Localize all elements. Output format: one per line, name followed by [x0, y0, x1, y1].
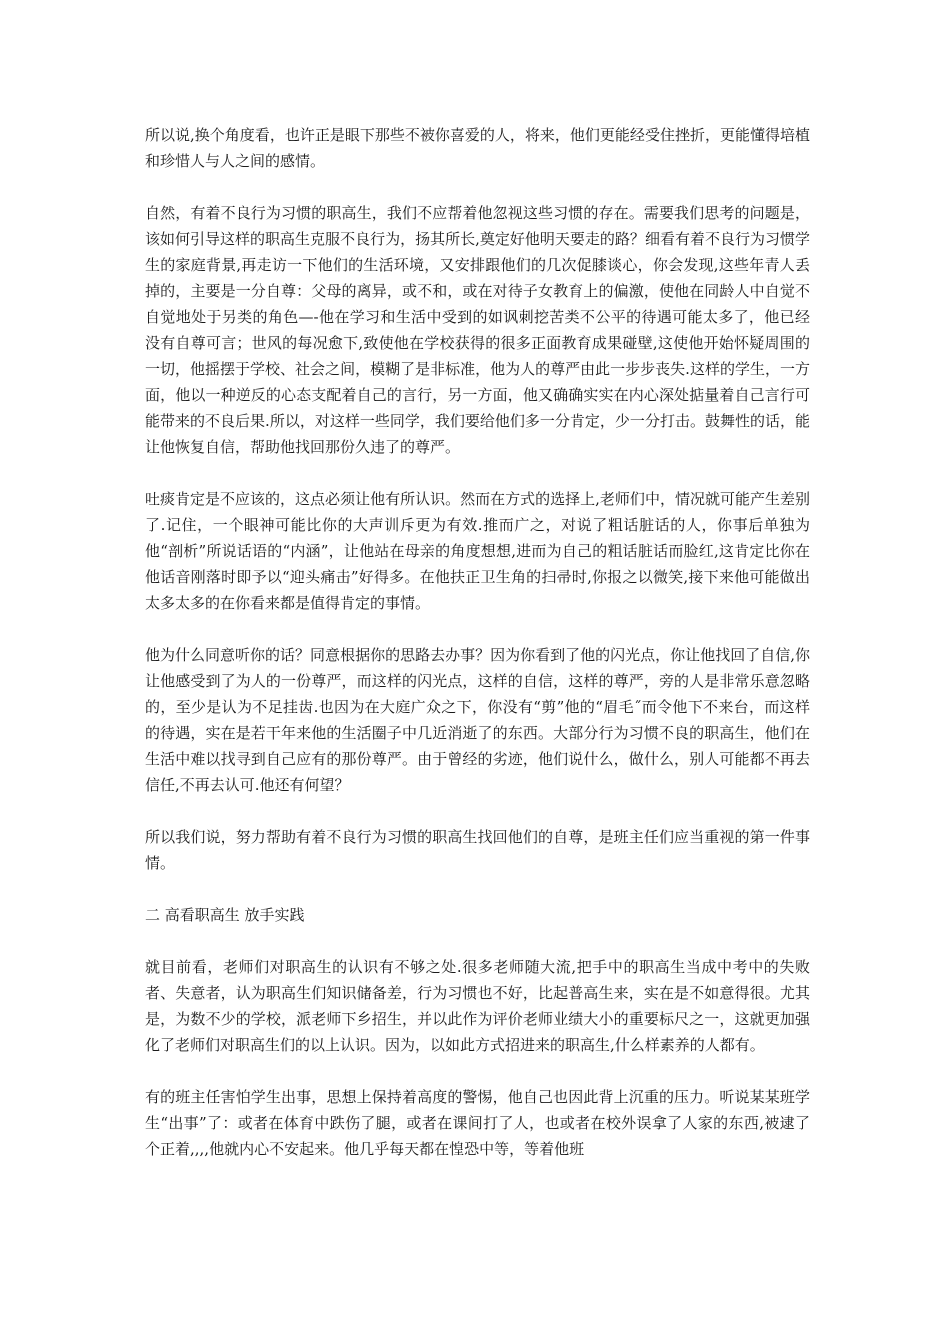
paragraph-2: 自然，有着不良行为习惯的职高生，我们不应帮着他忽视这些习惯的存在。需要我们思考的问题是，该如何引导这样的职高生克服不良行为，扬其所长,奠定好他明天要走的路？细看有着不良行为习惯学生的家庭背景,再走访一下他们的生活环境，又安排跟他们的几次促膝谈心，你会发现,这些年青人丢掉的，主要是一分自尊：父母的离异，或不和，或在对待子女教育上的偏激，使他在同龄人中自觉不自觉地处于另类的角色—-他在学习和生活中受到的如讽刺挖苦类不公平的待遇可能太多了，他已经没有自尊可言；世风的每况愈下,致使他在学校获得的很多正面教育成果碰壁,这使他开始怀疑周围的一切，他摇摆于学校、社会之间，模糊了是非标准，他为人的尊严由此一步步丧失.这样的学生，一方面，他以一种逆反的心态支配着自己的言行，另一方面，他又确确实实在内心深处掂量着自己言行可能带来的不良后果.所以，对这样一些同学，我们要给他们多一分肯定，少一分打击。鼓舞性的话，能让他恢复自信，帮助他找回那份久违了的尊严。: [145, 204, 810, 456]
document-body: [145, 122, 810, 1188]
section-heading: 二 高看职高生 放手实践: [145, 906, 305, 924]
paragraph-4: 他为什么同意听你的话？同意根据你的思路去办事？因为你看到了他的闪光点，你让他找回了自信,你让他感受到了为人的一份尊严，而这样的闪光点，这样的自信，这样的尊严，旁的人是非常乐意忽略的，至少是认为不足挂齿.也因为在大庭广众之下，你没有“剪”他的“眉毛˝而令他下不来台，而这样的待遇，实在是若干年来他的生活圈子中几近消逝了的东西。大部分行为习惯不良的职高生，他们在生活中难以找寻到自己应有的那份尊严。由于曾经的劣迹，他们说什么，做什么，别人可能都不再去信任,不再去认可.他还有何望？: [145, 646, 810, 794]
paragraph-5: 所以我们说，努力帮助有着不良行为习惯的职高生找回他们的自尊，是班主任们应当重视的第一件事情。: [145, 828, 810, 872]
paragraph-6: 就目前看，老师们对职高生的认识有不够之处.很多老师随大流,把手中的职高生当成中考中的失败者、失意者，认为职高生们知识储备差，行为习惯也不好，比起普高生来，实在是不如意得很。尤其是，为数不少的学校，派老师下乡招生，并以此作为评价老师业绩大小的重要标尺之一，这就更加强化了老师们对职高生们的以上认识。因为，以如此方式招进来的职高生,什么样素养的人都有。: [145, 958, 810, 1054]
paragraph-7: 有的班主任害怕学生出事，思想上保持着高度的警惕，他自己也因此背上沉重的压力。听说某某班学生“出事”了：或者在体育中跌伤了腿，或者在课间打了人，也或者在校外误拿了人家的东西,被逮了个正着,,,,他就内心不安起来。他几乎每天都在惶恐中等，等着他班: [145, 1088, 810, 1158]
paragraph-3: 吐痰肯定是不应该的，这点必须让他有所认识。然而在方式的选择上,老师们中，情况就可能产生差别了.记住，一个眼神可能比你的大声训斥更为有效.推而广之，对说了粗话脏话的人，你事后单独为他“剖析”所说话语的“内涵”，让他站在母亲的角度想想,进而为自己的粗话脏话而脸红,这肯定比你在他话音刚落时即予以“迎头痛击”好得多。在他扶正卫生角的扫帚时,你报之以微笑,接下来他可能做出太多太多的在你看来都是值得肯定的事情。: [145, 490, 810, 612]
paragraph-1: 所以说,换个角度看，也许正是眼下那些不被你喜爱的人，将来，他们更能经受住挫折，更能懂得培植和珍惜人与人之间的感情。: [145, 126, 810, 170]
